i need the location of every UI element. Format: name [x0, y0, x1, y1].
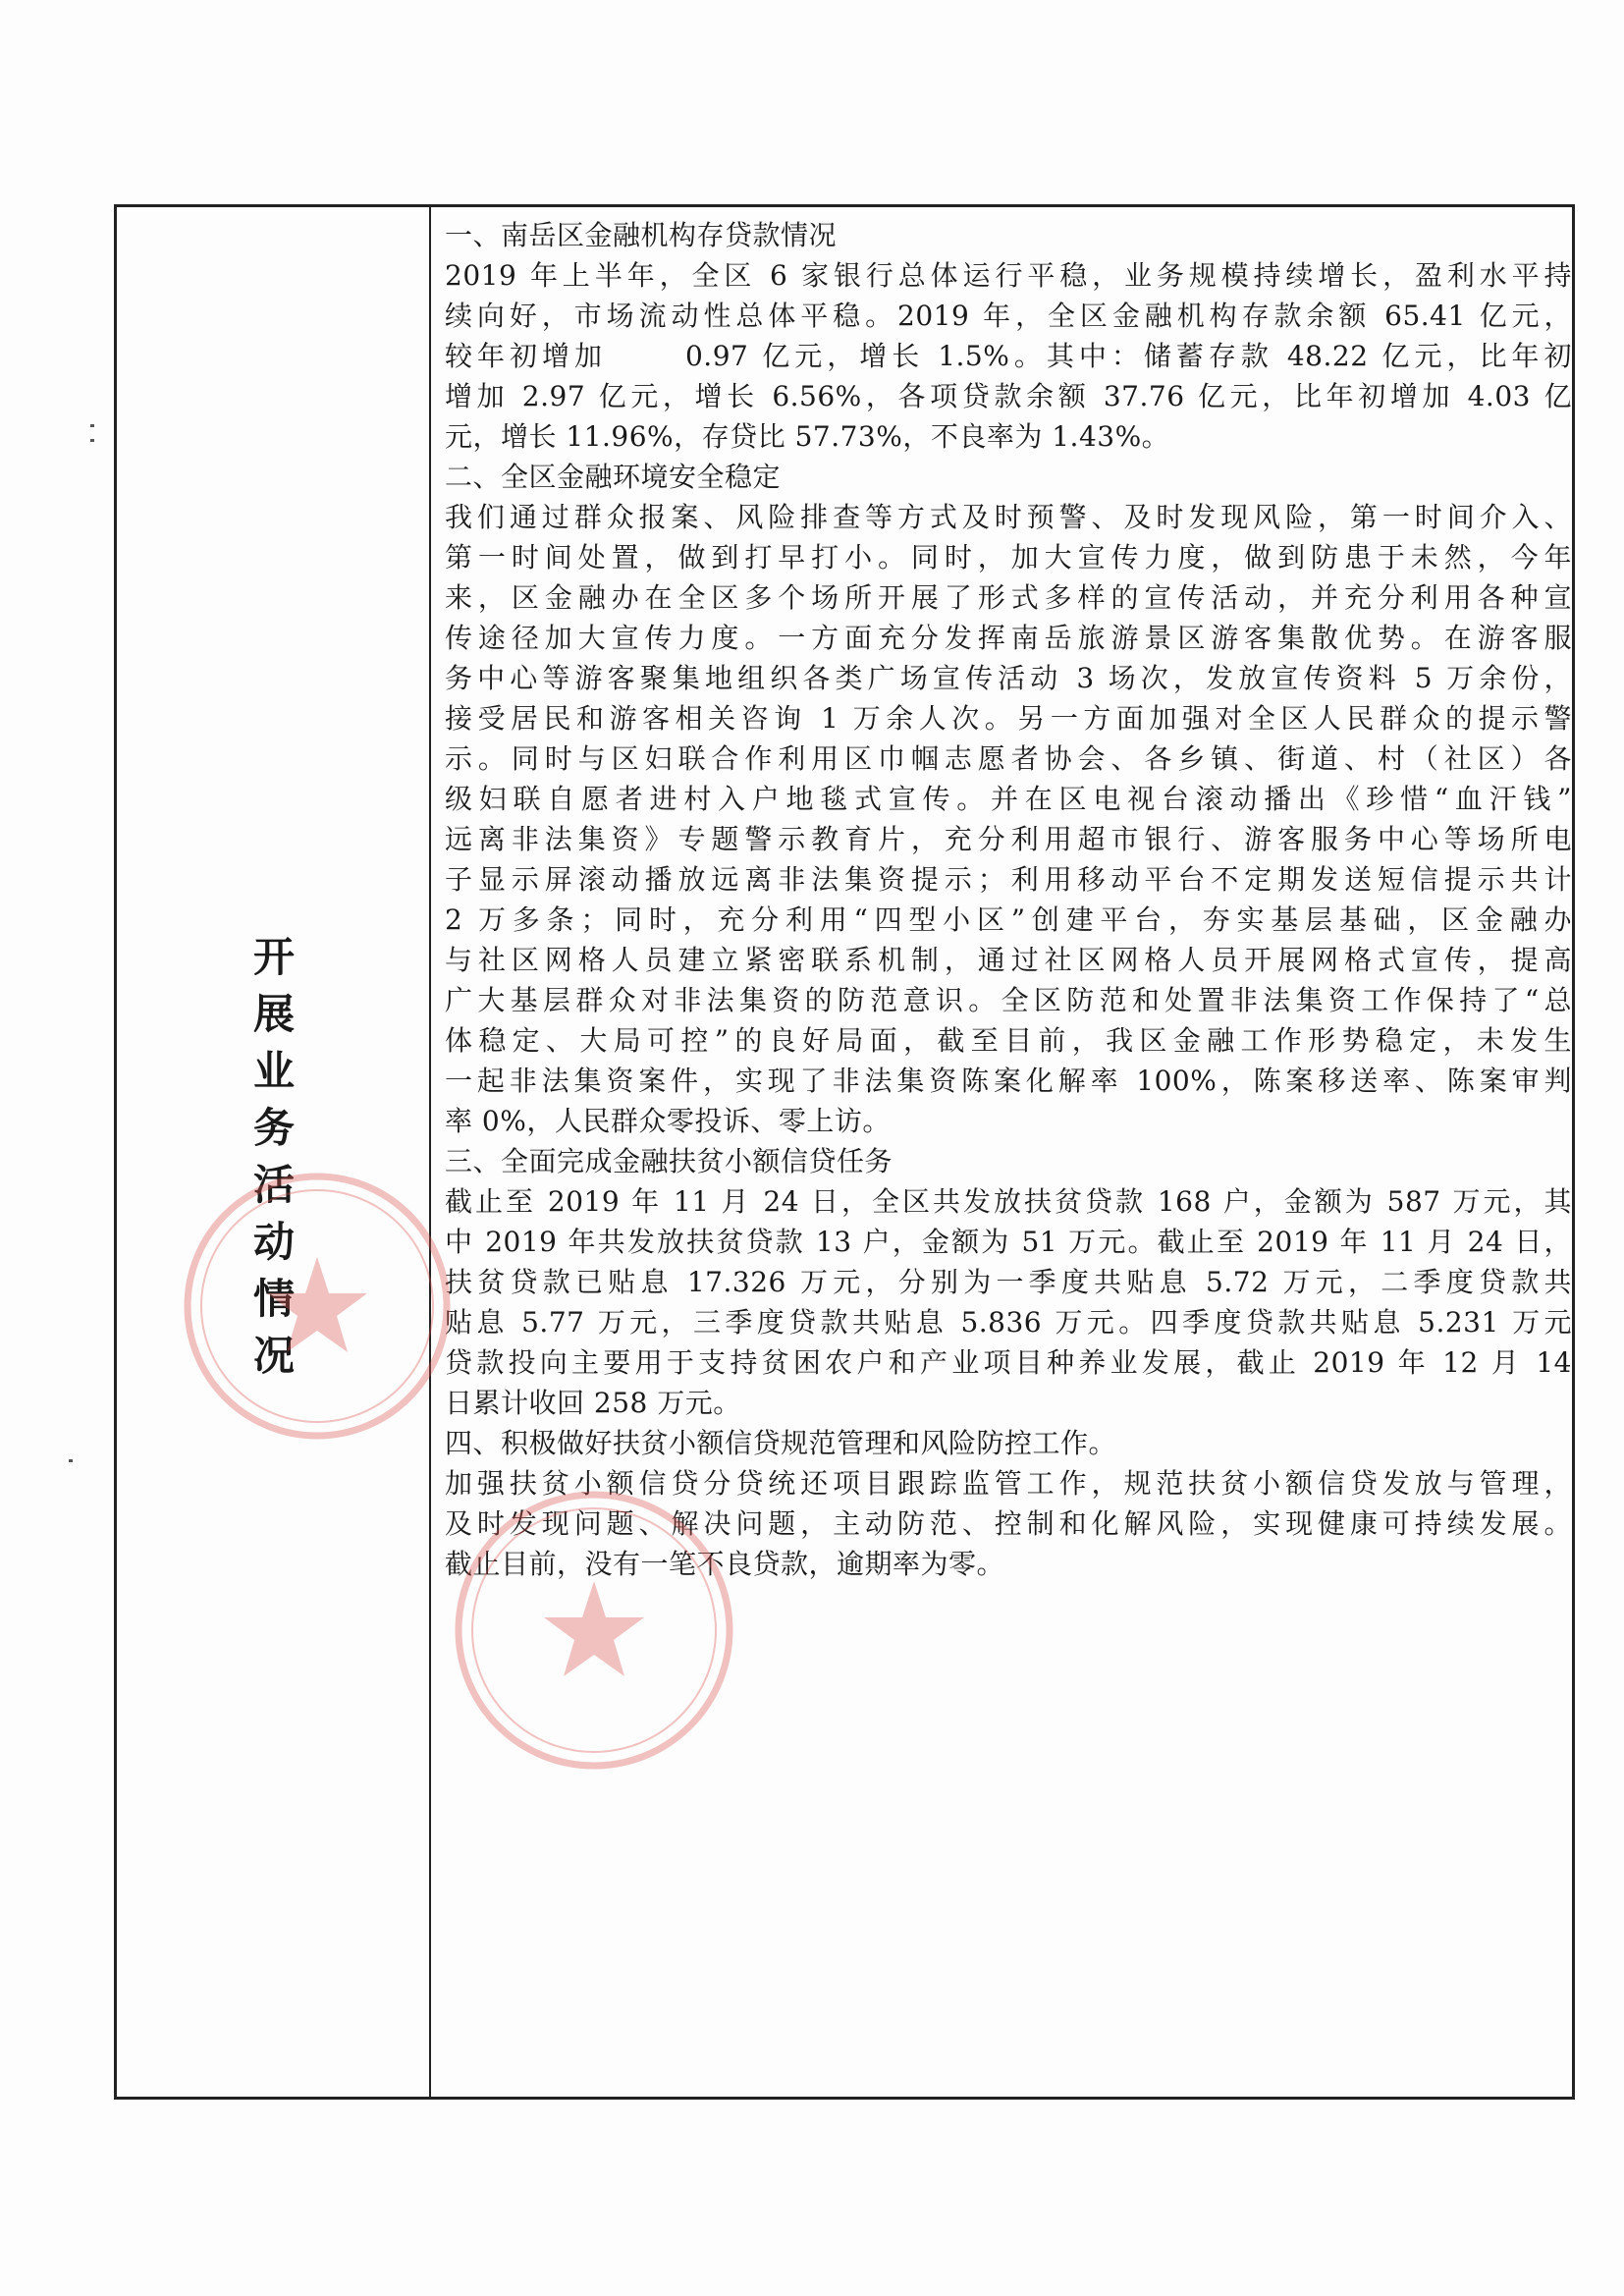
paragraph-line: 接受居民和游客相关咨询 1 万余人次。另一方面加强对全区人民群众的提示警 — [445, 702, 1572, 735]
section-heading: 三、全面完成金融扶贫小额信贷任务 — [445, 1145, 893, 1177]
section-label-cell — [117, 207, 431, 2097]
section-label-char: 展 — [252, 990, 295, 1038]
section-heading: 二、全区金融环境安全稳定 — [445, 461, 782, 493]
paragraph-line: 中 2019 年共发放扶贫贷款 13 户，金额为 51 万元。截止至 2019 年 11 月 24 日， — [445, 1226, 1572, 1258]
paragraph-line: 续向好，市场流动性总体平稳。2019 年，全区金融机构存款余额 65.41 亿元， — [445, 300, 1572, 332]
section-label-char: 况 — [252, 1332, 295, 1380]
section-heading: 四、积极做好扶贫小额信贷规范管理和风险防控工作。 — [445, 1427, 1117, 1459]
paragraph-line: 及时发现问题、解决问题，主动防范、控制和化解风险，实现健康可持续发展。 — [445, 1507, 1572, 1540]
section-label-char: 活 — [252, 1161, 295, 1209]
paragraph-line: 与社区网格人员建立紧密联系机制，通过社区网格人员开展网格式宣传，提高 — [445, 944, 1572, 976]
paragraph-line: 元，增长 11.96%，存贷比 57.73%，不良率为 1.43%。 — [445, 420, 1170, 453]
paragraph-line: 增加 2.97 亿元，增长 6.56%，各项贷款余额 37.76 亿元，比年初增加 4.03 亿 — [445, 380, 1572, 412]
paragraph-line: 级妇联自愿者进村入户地毯式宣传。并在区电视台滚动播出《珍惜“血汗钱” — [445, 783, 1572, 815]
paragraph-line: 率 0%，人民群众零投诉、零上访。 — [445, 1105, 891, 1137]
paragraph-line: 日累计收回 258 万元。 — [445, 1387, 741, 1419]
paragraph-line: 贴息 5.77 万元，三季度贷款共贴息 5.836 万元。四季度贷款共贴息 5.231 万元 — [445, 1306, 1572, 1339]
paragraph-line: 贷款投向主要用于支持贫困农户和产业项目种养业发展，截止 2019 年 12 月 14 — [445, 1346, 1572, 1379]
paragraph-line: 我们通过群众报案、风险排查等方式及时预警、及时发现风险，第一时间介入、 — [445, 501, 1572, 533]
paragraph-line: 第一时间处置，做到打早打小。同时，加大宣传力度，做到防患于未然，今年 — [445, 541, 1572, 574]
paragraph-line: 扶贫贷款已贴息 17.326 万元，分别为一季度共贴息 5.72 万元，二季度贷款共 — [445, 1266, 1572, 1298]
section-label-char: 开 — [252, 933, 295, 981]
scan-mark — [90, 439, 94, 442]
content-cell — [433, 207, 1572, 2097]
paragraph-line: 2019 年上半年，全区 6 家银行总体运行平稳，业务规模持续增长，盈利水平持 — [445, 259, 1572, 292]
paragraph-line: 较年初增加 0.97 亿元，增长 1.5%。其中：储蓄存款 48.22 亿元，比年初 — [445, 340, 1572, 372]
section-label-char: 务 — [252, 1104, 295, 1152]
paragraph-line: 截止至 2019 年 11 月 24 日，全区共发放扶贫贷款 168 户，金额为 587 万元，其 — [445, 1185, 1572, 1218]
paragraph-line: 示。同时与区妇联合作利用区巾帼志愿者协会、各乡镇、街道、村（社区）各 — [445, 742, 1572, 775]
paragraph-line: 来，区金融办在全区多个场所开展了形式多样的宣传活动，并充分利用各种宣 — [445, 581, 1572, 614]
paragraph-line: 务中心等游客聚集地组织各类广场宣传活动 3 场次，发放宣传资料 5 万余份， — [445, 662, 1572, 694]
paragraph-line: 传途径加大宣传力度。一方面充分发挥南岳旅游景区游客集散优势。在游客服 — [445, 622, 1572, 654]
paragraph-line: 广大基层群众对非法集资的防范意识。全区防范和处置非法集资工作保持了“总 — [445, 984, 1572, 1016]
paragraph-line: 2 万多条；同时，充分利用“四型小区”创建平台，夯实基层基础，区金融办 — [445, 903, 1572, 936]
section-label-char: 动 — [252, 1218, 295, 1266]
paragraph-line: 加强扶贫小额信贷分贷统还项目跟踪监管工作，规范扶贫小额信贷发放与管理， — [445, 1467, 1572, 1500]
section-label-vertical — [244, 929, 303, 1385]
scan-mark — [69, 1459, 73, 1462]
paragraph-line: 子显示屏滚动播放远离非法集资提示；利用移动平台不定期发送短信提示共计 — [445, 863, 1572, 896]
paragraph-line: 远离非法集资》专题警示教育片，充分利用超市银行、游客服务中心等场所电 — [445, 823, 1572, 855]
section-heading: 一、南岳区金融机构存贷款情况 — [445, 219, 838, 251]
paragraph-line: 一起非法集资案件，实现了非法集资陈案化解率 100%，陈案移送率、陈案审判 — [445, 1065, 1572, 1097]
scan-mark — [90, 424, 94, 427]
section-label-char: 业 — [252, 1047, 295, 1095]
paragraph-line: 截止目前，没有一笔不良贷款，逾期率为零。 — [445, 1548, 1005, 1580]
activity-form-table — [114, 204, 1575, 2100]
section-label-char: 情 — [252, 1275, 295, 1323]
paragraph-line: 体稳定、大局可控”的良好局面，截至目前，我区金融工作形势稳定，未发生 — [445, 1024, 1572, 1057]
